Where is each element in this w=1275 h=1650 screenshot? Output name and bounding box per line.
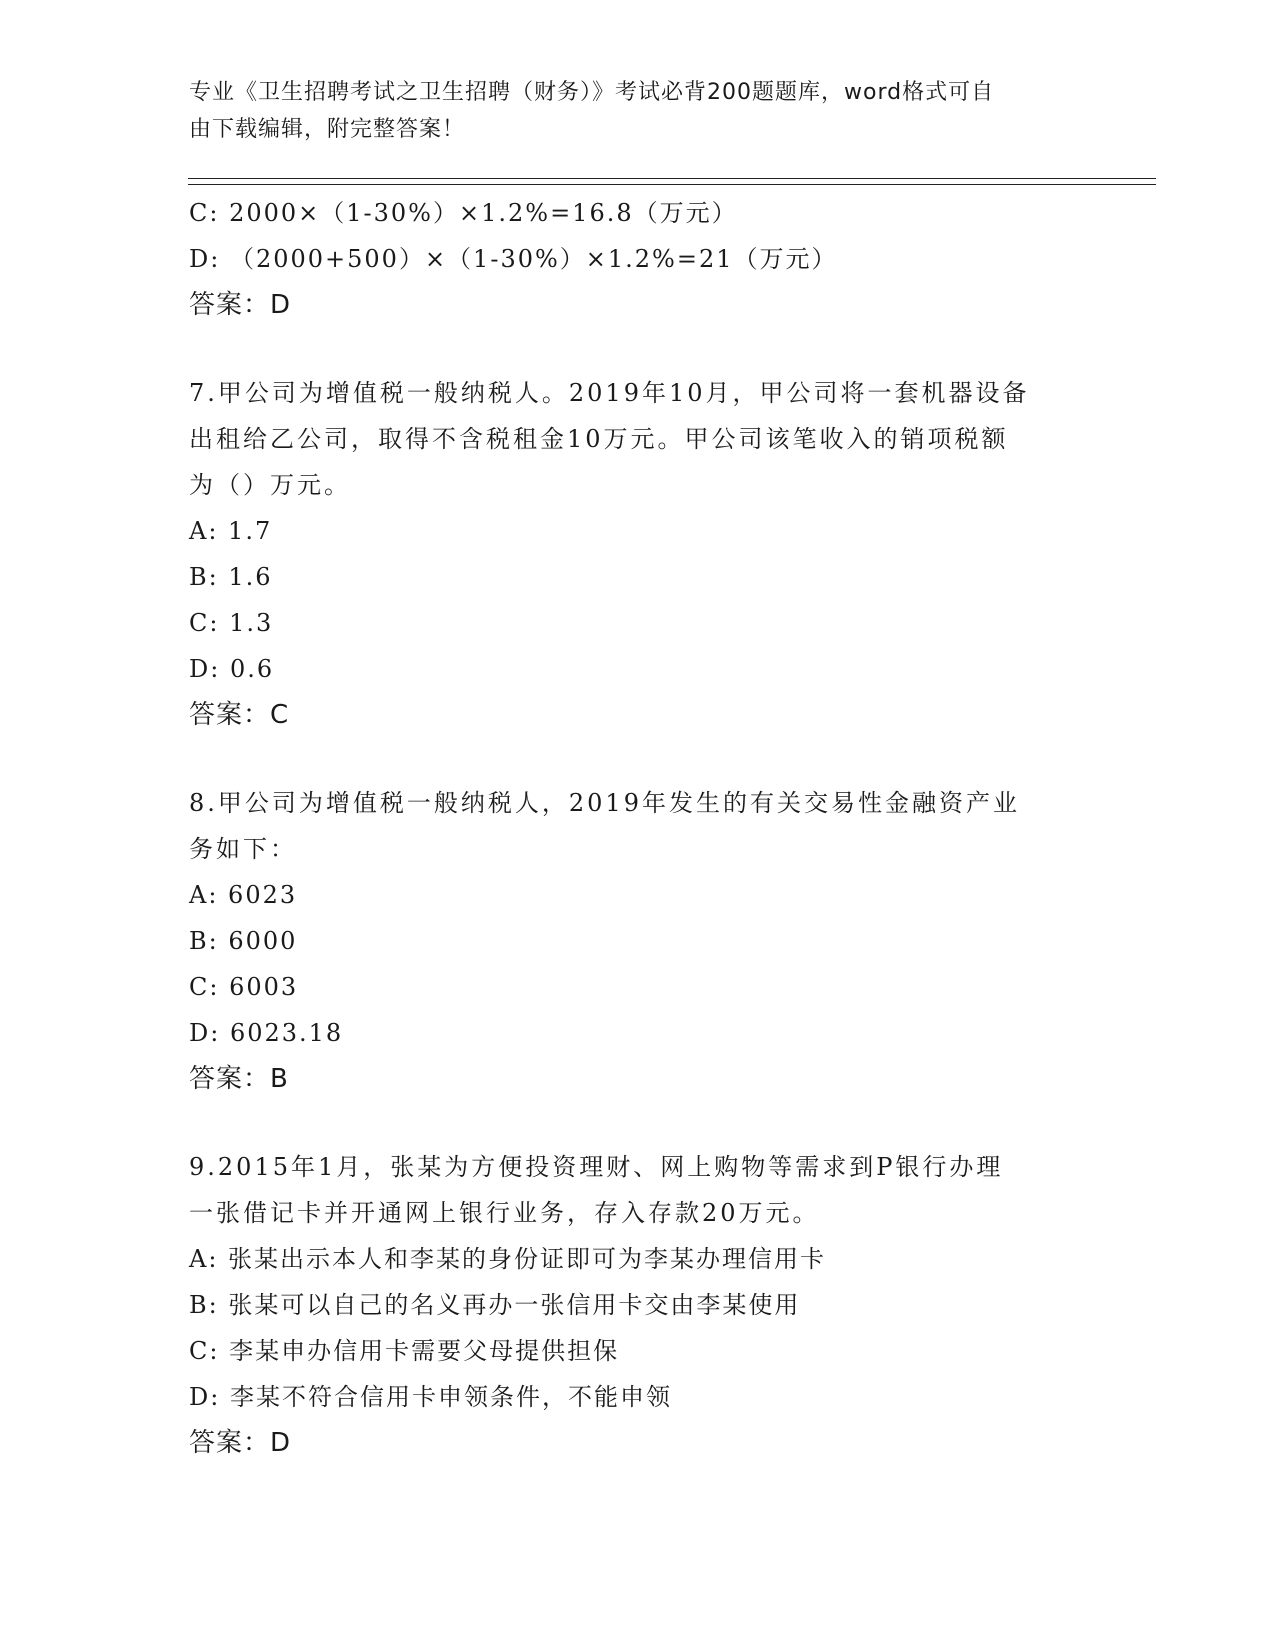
question-stem-line: 7.甲公司为增值税一般纳税人。2019年10月，甲公司将一套机器设备 [189,379,1030,407]
option-d: D: 6023.18 [189,1019,344,1047]
question-stem-line: 出租给乙公司，取得不含税租金10万元。甲公司该笔收入的销项税额 [189,425,1009,453]
option-c: C: 李某申办信用卡需要父母提供担保 [189,1337,620,1365]
question-6-tail [189,190,1089,328]
question-stem-line: 为（）万元。 [189,471,351,499]
question-list [189,190,1089,1466]
option-b: B: 张某可以自己的名义再办一张信用卡交由李某使用 [189,1291,801,1319]
option-c: C: 2000×（1-30%）×1.2%=16.8（万元） [189,199,738,227]
question-stem-line: 务如下： [189,835,297,863]
answer: 答案：D [189,290,292,320]
header-divider-top [188,178,1156,179]
option-d: D: 0.6 [189,655,275,683]
option-a: A: 6023 [189,881,298,909]
header-line-1: 专业《卫生招聘考试之卫生招聘（财务）》考试必背200题题库，word格式可自 [189,80,995,105]
question-8 [189,780,1089,1102]
answer: 答案：B [189,1064,289,1094]
header-divider-bottom [188,184,1156,185]
option-d: D: 李某不符合信用卡申领条件，不能申领 [189,1383,672,1411]
option-c: C: 6003 [189,973,299,1001]
answer: 答案：D [189,1428,292,1458]
question-9 [189,1144,1089,1466]
question-stem [189,1144,1089,1236]
header-line-2: 由下载编辑，附完整答案！ [189,117,466,142]
question-stem [189,370,1089,508]
question-stem-line: 9.2015年1月，张某为方便投资理财、网上购物等需求到P银行办理 [189,1153,1004,1181]
option-d: D: （2000+500）×（1-30%）×1.2%=21（万元） [189,245,838,273]
question-stem-line: 8.甲公司为增值税一般纳税人，2019年发生的有关交易性金融资产业 [189,789,1020,817]
option-b: B: 1.6 [189,563,273,591]
option-a: A: 1.7 [189,517,273,545]
document-header [189,74,1069,148]
option-b: B: 6000 [189,927,298,955]
answer: 答案：C [189,700,290,730]
question-stem [189,780,1089,872]
question-stem-line: 一张借记卡并开通网上银行业务，存入存款20万元。 [189,1199,820,1227]
question-7 [189,370,1089,738]
option-a: A: 张某出示本人和李某的身份证即可为李某办理信用卡 [189,1245,827,1273]
option-c: C: 1.3 [189,609,274,637]
